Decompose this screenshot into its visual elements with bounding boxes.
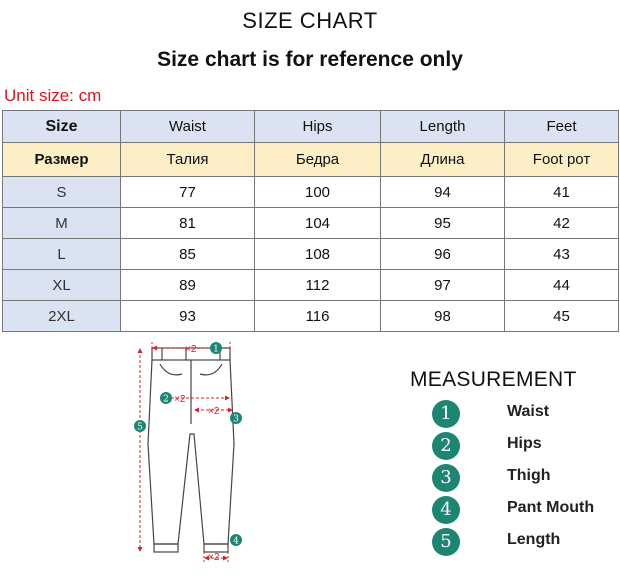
header-cell-size: Size xyxy=(3,111,121,143)
waist-cell: 85 xyxy=(121,239,255,270)
waist-cell: 89 xyxy=(121,270,255,301)
marker-4-icon: 4 xyxy=(432,496,460,524)
header-cell-hips: Hips xyxy=(255,111,381,143)
header-cell-size-ru: Размер xyxy=(3,143,121,177)
marker-2-icon: 2 xyxy=(432,432,460,460)
table-row xyxy=(3,301,619,332)
unit-label: Unit size: cm xyxy=(4,86,102,105)
marker-3-icon: 3 xyxy=(432,464,460,492)
legend-item-length xyxy=(432,526,620,558)
header-cell-waist-ru: Талия xyxy=(121,143,255,177)
marker-5-icon: 5 xyxy=(432,528,460,556)
legend-label: Hips xyxy=(507,435,542,452)
size-cell: S xyxy=(3,177,121,208)
legend-label: Length xyxy=(507,531,561,548)
feet-cell: 45 xyxy=(505,301,619,332)
waist-cell: 81 xyxy=(121,208,255,239)
table-row xyxy=(3,239,619,270)
feet-cell: 44 xyxy=(505,270,619,301)
legend-label: Thigh xyxy=(507,467,551,484)
marker-1-icon: 1 xyxy=(432,400,460,428)
legend-item-hips xyxy=(432,430,620,462)
hips-cell: 112 xyxy=(255,270,381,301)
pants-outline-icon xyxy=(148,348,234,552)
marker-3: 3 xyxy=(233,414,239,425)
marker-4: 4 xyxy=(233,536,239,547)
header-cell-length-ru: Длина xyxy=(381,143,505,177)
measurement-legend xyxy=(432,398,620,558)
length-cell: 96 xyxy=(381,239,505,270)
length-cell: 94 xyxy=(381,177,505,208)
legend-label: Pant Mouth xyxy=(507,499,595,516)
header-cell-feet: Feet xyxy=(505,111,619,143)
size-cell: 2XL xyxy=(3,301,121,332)
measurement-title: MEASUREMENT xyxy=(410,368,577,391)
header-cell-waist: Waist xyxy=(121,111,255,143)
legend-item-thigh xyxy=(432,462,620,494)
pant-mouth-multiplier: ×2 xyxy=(208,552,220,563)
header-cell-length: Length xyxy=(381,111,505,143)
size-cell: L xyxy=(3,239,121,270)
hips-multiplier: ×2 xyxy=(174,394,186,405)
waist-cell: 93 xyxy=(121,301,255,332)
length-cell: 98 xyxy=(381,301,505,332)
page-subtitle: Size chart is for reference only xyxy=(157,48,463,71)
page-title: SIZE CHART xyxy=(242,8,378,33)
size-cell: XL xyxy=(3,270,121,301)
header-cell-feet-ru: Foot рот xyxy=(505,143,619,177)
feet-cell: 42 xyxy=(505,208,619,239)
hips-cell: 100 xyxy=(255,177,381,208)
length-cell: 97 xyxy=(381,270,505,301)
length-cell: 95 xyxy=(381,208,505,239)
legend-item-pant-mouth xyxy=(432,494,620,526)
marker-1: 1 xyxy=(213,344,219,355)
hips-cell: 104 xyxy=(255,208,381,239)
waist-cell: 77 xyxy=(121,177,255,208)
table-row xyxy=(3,208,619,239)
table-row xyxy=(3,177,619,208)
feet-cell: 41 xyxy=(505,177,619,208)
marker-2: 2 xyxy=(163,394,169,405)
table-header-row-en xyxy=(3,111,619,143)
pants-diagram xyxy=(128,334,258,584)
hips-cell: 116 xyxy=(255,301,381,332)
table-row xyxy=(3,270,619,301)
marker-5: 5 xyxy=(137,422,143,433)
waist-multiplier: ×2 xyxy=(185,344,197,355)
table-header-row-ru xyxy=(3,143,619,177)
hips-cell: 108 xyxy=(255,239,381,270)
size-cell: M xyxy=(3,208,121,239)
thigh-multiplier: ×2 xyxy=(208,406,220,417)
legend-item-waist xyxy=(432,398,620,430)
size-table xyxy=(2,110,619,332)
length-dimension xyxy=(138,348,143,552)
legend-label: Waist xyxy=(507,403,550,420)
header-cell-hips-ru: Бедра xyxy=(255,143,381,177)
feet-cell: 43 xyxy=(505,239,619,270)
